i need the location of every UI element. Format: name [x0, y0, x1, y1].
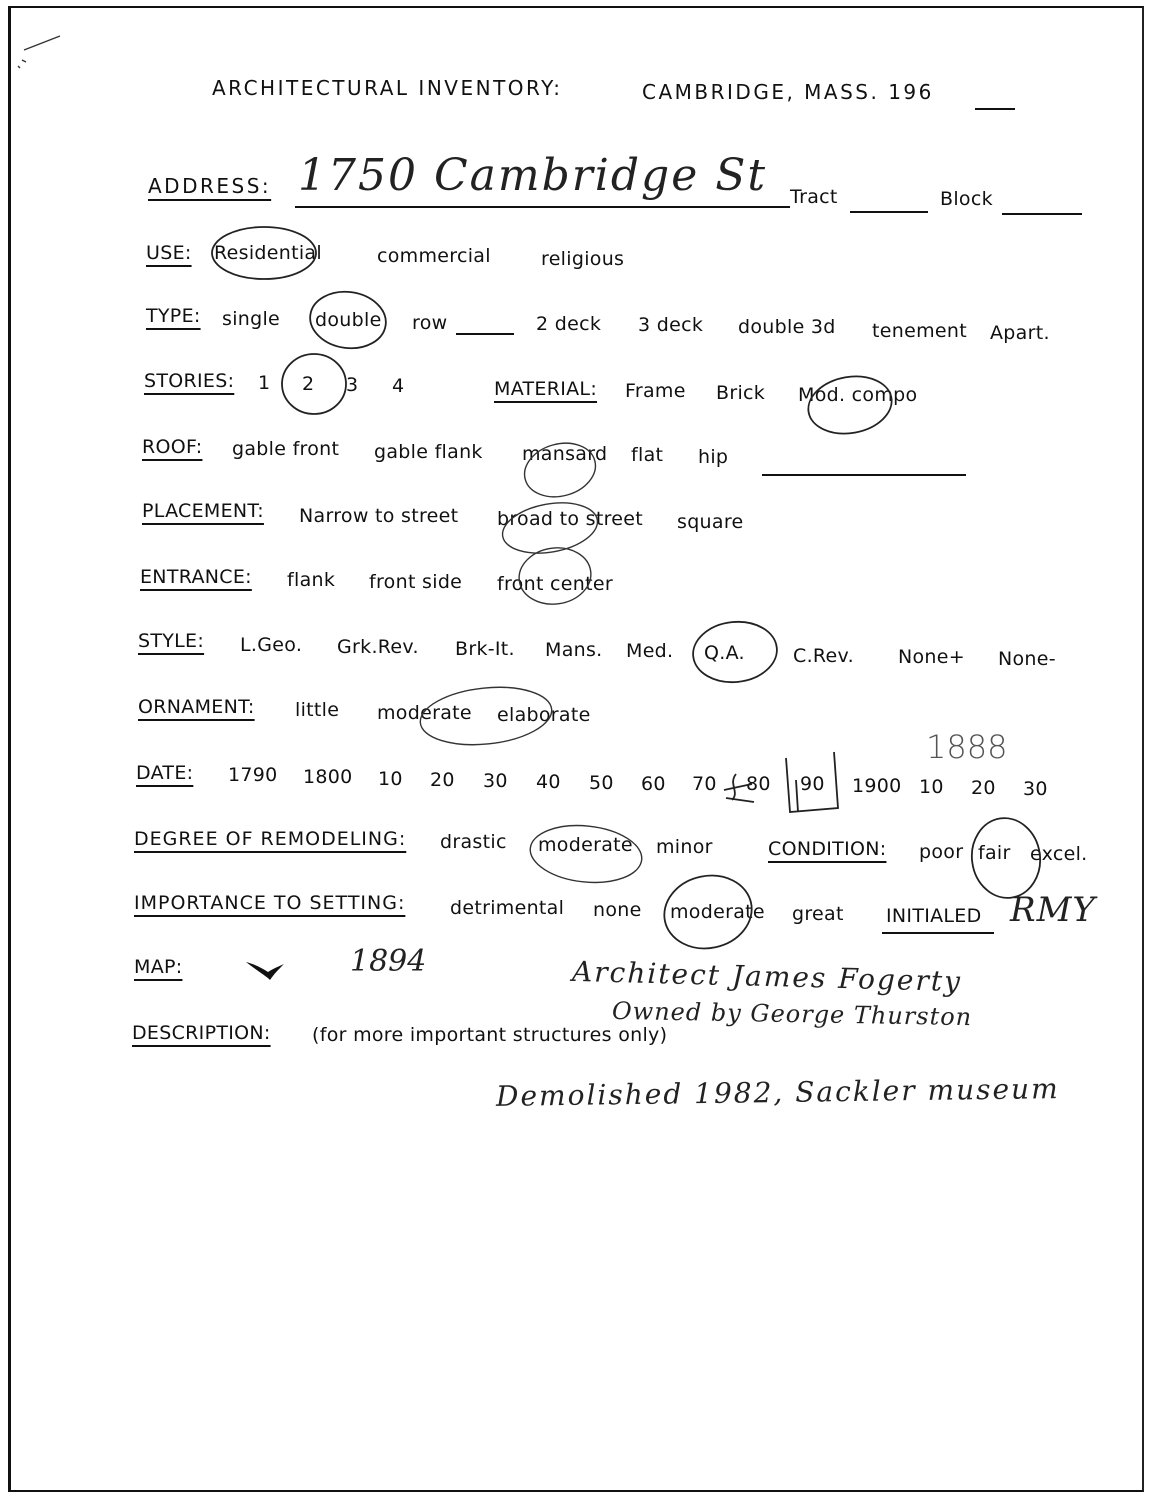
tract-label: Tract	[790, 186, 838, 208]
initialed-value: RMY	[1010, 890, 1096, 930]
ornament-little: little	[295, 699, 340, 721]
condition-label: CONDITION:	[768, 838, 887, 860]
initialed-label: INITIALED	[886, 905, 982, 927]
style-med: Med.	[626, 640, 674, 662]
roof-hip: hip	[698, 446, 729, 468]
date-1800: 1800	[303, 766, 353, 788]
scribble-80	[724, 774, 754, 802]
circle-double	[306, 287, 389, 353]
date-label: DATE:	[136, 762, 194, 784]
style-lgeo: L.Geo.	[240, 634, 303, 656]
description-note: (for more important structures only)	[312, 1024, 668, 1046]
remodeling-drastic: drastic	[440, 831, 507, 853]
importance-great: great	[792, 903, 844, 925]
condition-poor: poor	[919, 841, 964, 863]
placement-narrow: Narrow to street	[299, 505, 459, 527]
description-label: DESCRIPTION:	[132, 1022, 271, 1044]
style-mans: Mans.	[545, 639, 603, 661]
material-frame: Frame	[625, 380, 686, 402]
date-1930: 30	[1023, 778, 1048, 800]
date-1920: 20	[971, 777, 996, 799]
stories-2: 2	[302, 373, 315, 395]
form-place: CAMBRIDGE, MASS. 196	[642, 80, 934, 104]
style-qa: Q.A.	[704, 642, 745, 664]
circle-mansard	[518, 436, 601, 505]
date-30: 30	[483, 770, 508, 792]
style-brkit: Brk-It.	[455, 638, 515, 660]
placement-label: PLACEMENT:	[142, 500, 264, 522]
circle-mod-compo	[804, 370, 896, 440]
date-70: 70	[692, 773, 717, 795]
date-1900: 1900	[852, 775, 902, 797]
map-value: 1894	[350, 944, 427, 979]
style-label: STYLE:	[138, 630, 205, 652]
type-row: row	[412, 312, 448, 334]
type-single: single	[222, 308, 281, 330]
circle-fair	[967, 814, 1045, 903]
condition-excel: excel.	[1030, 843, 1088, 865]
importance-moderate: moderate	[670, 901, 765, 923]
roof-flat: flat	[631, 444, 664, 466]
remodeling-minor: minor	[656, 836, 713, 858]
entrance-flank: flank	[287, 569, 336, 591]
architect-note: Architect James Fogerty	[571, 954, 963, 999]
type-apart: Apart.	[990, 322, 1050, 344]
type-label: TYPE:	[146, 305, 201, 327]
stories-3: 3	[346, 374, 359, 396]
date-90: 90	[800, 773, 825, 795]
importance-label: IMPORTANCE TO SETTING:	[134, 892, 406, 914]
date-50: 50	[589, 772, 614, 794]
date-1790: 1790	[228, 764, 278, 786]
style-none-plus: None+	[898, 646, 965, 668]
corner-marks	[18, 36, 60, 68]
owner-note: Owned by George Thurston	[611, 996, 973, 1032]
type-double: double	[315, 309, 382, 331]
ornament-moderate: moderate	[377, 702, 472, 724]
material-brick: Brick	[716, 382, 766, 404]
date-1910: 10	[919, 776, 944, 798]
roof-label: ROOF:	[142, 436, 203, 458]
address-value: 1750 Cambridge St	[298, 150, 768, 201]
demolished-note: Demolished 1982, Sackler museum	[495, 1072, 1060, 1113]
entrance-front-side: front side	[369, 571, 463, 593]
use-commercial: commercial	[377, 245, 491, 267]
circle-moderate-importance	[657, 868, 758, 957]
ornament-label: ORNAMENT:	[138, 696, 255, 718]
type-tenement: tenement	[872, 320, 967, 342]
use-religious: religious	[541, 248, 625, 270]
remodeling-moderate: moderate	[538, 834, 633, 856]
type-2-deck: 2 deck	[536, 313, 602, 335]
date-20: 20	[430, 769, 455, 791]
importance-detrimental: detrimental	[450, 897, 565, 919]
entrance-label: ENTRANCE:	[140, 566, 252, 588]
remodeling-label: DEGREE OF REMODELING:	[134, 828, 407, 850]
style-none-minus: None-	[998, 648, 1056, 670]
condition-fair: fair	[978, 842, 1011, 864]
roof-mansard: mansard	[522, 443, 608, 465]
roof-gable-front: gable front	[232, 438, 340, 460]
roof-gable-flank: gable flank	[374, 441, 483, 463]
importance-none: none	[593, 899, 642, 921]
circle-moderate-ornament	[417, 681, 554, 750]
use-label: USE:	[146, 242, 192, 264]
date-40: 40	[536, 771, 561, 793]
ornament-elaborate: elaborate	[497, 704, 591, 726]
circle-broad	[499, 496, 602, 560]
use-residential: Residential	[214, 242, 322, 264]
entrance-front-center: front center	[497, 573, 613, 595]
address-label: ADDRESS:	[148, 174, 272, 198]
style-crev: C.Rev.	[793, 645, 854, 667]
placement-broad: broad to street	[497, 508, 644, 530]
date-10: 10	[378, 768, 403, 790]
circle-stories-2	[282, 354, 346, 414]
stories-4: 4	[392, 375, 405, 397]
placement-square: square	[677, 511, 744, 533]
map-label: MAP:	[134, 956, 183, 978]
form-title: ARCHITECTURAL INVENTORY:	[212, 76, 563, 100]
stories-1: 1	[258, 372, 271, 394]
material-mod-compo: Mod. compo	[798, 384, 918, 406]
date-handwritten: 1888	[926, 728, 1008, 766]
date-80: 80	[746, 773, 771, 795]
circle-front-center	[515, 543, 594, 608]
date-60: 60	[641, 773, 666, 795]
circle-residential	[212, 227, 316, 279]
block-label: Block	[940, 188, 993, 210]
circle-moderate-remodel	[527, 820, 644, 887]
stories-label: STORIES:	[144, 370, 235, 392]
box-90-stroke	[796, 780, 798, 812]
type-3-deck: 3 deck	[638, 314, 704, 336]
style-grkrev: Grk.Rev.	[337, 636, 419, 658]
circle-qa	[690, 618, 780, 686]
box-90	[786, 752, 838, 812]
type-double-3d: double 3d	[738, 316, 836, 338]
material-label: MATERIAL:	[494, 378, 598, 400]
